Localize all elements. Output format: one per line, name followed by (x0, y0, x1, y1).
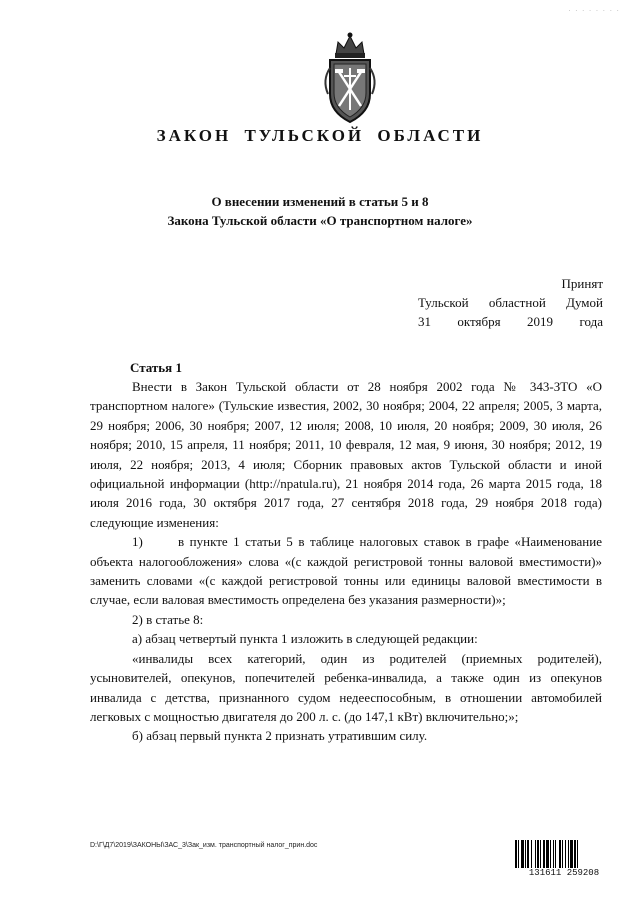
scan-artifact: · · · · · · · · (568, 6, 620, 15)
adopted-month: октября (457, 314, 501, 329)
tula-coat-of-arms-icon (318, 28, 382, 128)
barcode-number: 131611 259208 (514, 868, 614, 878)
barcode-icon (514, 840, 614, 870)
adopted-year: 2019 (527, 314, 554, 329)
adopted-day: 31 (418, 314, 431, 329)
adopted-by-word: Тульской (418, 295, 469, 310)
adopted-by (418, 293, 603, 312)
quoted-text: «инвалиды всех категорий, один из родителей (приемных родителей), усыновителей, опекунов, попечителей ребенка-инвалида, а также один из опекунов инвалида с детства, признанного судом недееспособным, в отношении автомобилей легковых с мощностью двигателя до 200 л. с. (до 147,1 кВт) включительно;»; (90, 650, 602, 724)
document-title: ЗАКОН ТУЛЬСКОЙ ОБЛАСТИ (156, 126, 484, 145)
adopted-label: Принят (561, 276, 603, 291)
sub-item-b: б) абзац первый пункта 2 признать утратившим силу. (132, 728, 428, 744)
law-subject (0, 192, 640, 230)
list-item-2: 2) в статье 8: (132, 611, 204, 627)
adopted-by-word: Думой (566, 295, 603, 310)
subject-line-1: О внесении изменений в статьи 5 и 8 (211, 194, 429, 209)
subject-line-2: Закона Тульской области «О транспортном налоге» (167, 213, 473, 228)
sub-item-a: а) абзац четвертый пункта 1 изложить в следующей редакции: (132, 631, 478, 647)
adopted-by-word: областной (488, 295, 546, 310)
intro-paragraph: Внести в Закон Тульской области от 28 ноября 2002 года № 343-ЗТО «О транспортном налоге» (Тульские известия, 2002, 30 ноября; 2004, 22 апреля; 2005, 3 марта, 29 ноября; 2006, 30 ноября; 2007, 12 июля; 2008, 10 июля, 20 ноября; 2009, 30 июля, 26 ноября; 2010, 15 апреля, 11 ноября; 2011, 10 февраля, 12 мая, 9 июня, 30 ноября; 2012, 19 июля, 22 ноября; 2013, 4 июля; Сборник правовых актов Тульской области и иной официальной информации (http://npatula.ru), 21 ноября 2014 года, 26 марта 2015 года, 18 июля 2016 года, 30 октября 2017 года, 27 сентября 2018 года, 29 ноября 2018 года) следующие изменения: (90, 379, 602, 530)
list-item-number: 1) (132, 534, 143, 550)
list-item-1 (90, 532, 602, 610)
list-item-text: в пункте 1 статьи 5 в таблице налоговых ставок в графе «Наименование объекта налогообложения» слова «(с каждой регистровой тонны валовой вместимости)» заменить словами «(с каждой регистровой тонны или единицы валовой вместимости в случае, если валовая вместимость определена без указания размерности)»; (90, 534, 602, 608)
article-heading: Статья 1 (130, 360, 182, 375)
adopted-year-word: года (579, 314, 603, 329)
article-body (90, 377, 602, 746)
adopted-date (418, 312, 603, 331)
adoption-block (418, 274, 603, 331)
file-path: D:\Г\Д7\2019\ЗАКОНЫ\ЗАС_3\Зак_изм. транспортный налог_прин.doc (90, 842, 318, 849)
